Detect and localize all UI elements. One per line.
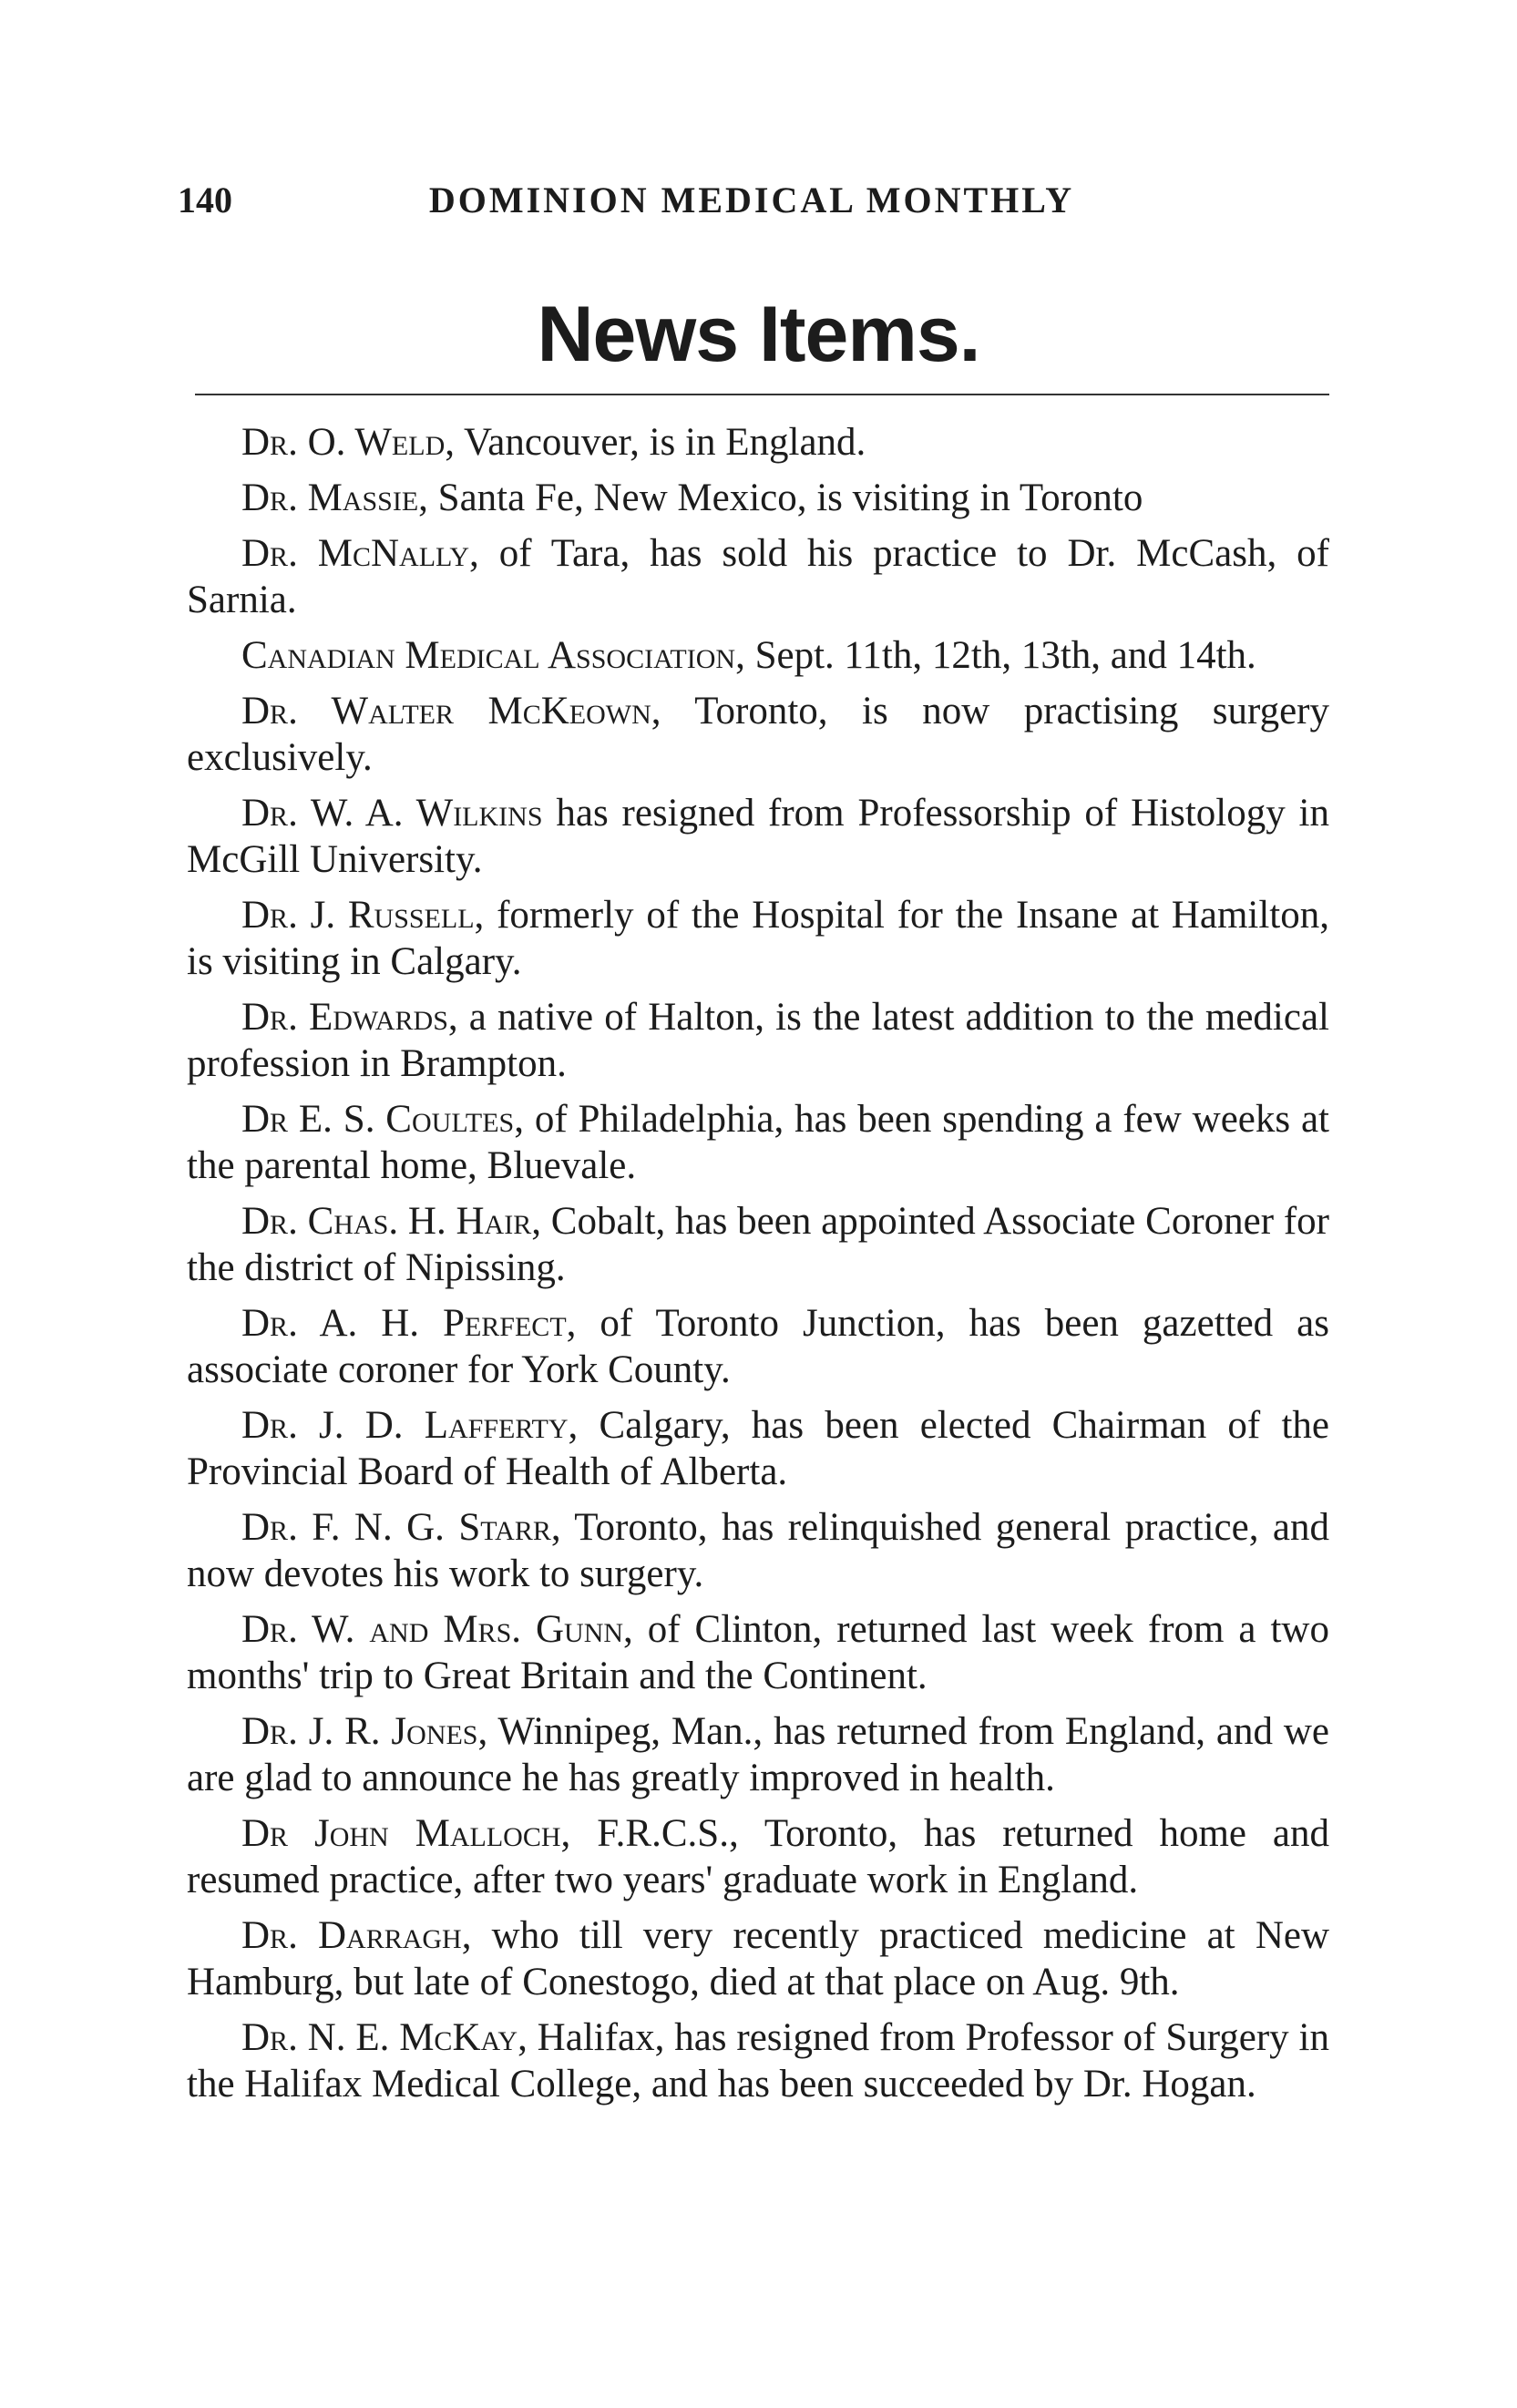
news-item-text: Winnipeg, Man., has returned from England, and we are glad to announce he has greatly improved in health. [187, 1710, 1329, 1799]
news-item-text: of Toronto Junction, has been gazetted as associate coroner for York County. [187, 1302, 1329, 1391]
news-item-text: who till very recently practiced medicine at New Hamburg, but late of Conestogo, died at that place on Aug. 9th. [187, 1914, 1330, 2003]
news-item-name: Canadian Medical Association, [241, 634, 745, 677]
news-item [187, 1504, 1329, 1597]
news-item-text: a native of Halton, is the latest addition to the medical profession in Brampton. [187, 996, 1329, 1085]
news-item [187, 892, 1329, 985]
news-item-name: Dr. J. Russell, [241, 894, 485, 937]
news-item [187, 530, 1329, 623]
news-item [187, 1402, 1329, 1495]
news-item-name: Dr. O. Weld, [241, 421, 455, 464]
news-item-text: Toronto, has relinquished general practice, and now devotes his work to surgery. [187, 1506, 1329, 1595]
news-item [187, 1300, 1329, 1393]
news-item-text: Sept. 11th, 12th, 13th, and 14th. [744, 634, 1256, 677]
news-item [187, 1708, 1329, 1801]
page-header [178, 179, 1326, 233]
news-item-name: Dr. W. A. Wilkins [241, 792, 543, 835]
news-item [187, 2014, 1329, 2107]
news-item-name: Dr. J. R. Jones, [241, 1710, 488, 1753]
news-items-list [187, 419, 1329, 2116]
news-item-name: Dr. Edwards, [241, 996, 458, 1039]
news-item-text: of Philadelphia, has been spending a few weeks at the parental home, Bluevale. [187, 1098, 1329, 1187]
news-item [187, 1198, 1329, 1291]
section-title: News Items. [537, 291, 980, 378]
news-item-name: Dr. W. and Mrs. Gunn, [241, 1608, 633, 1651]
news-item-text: Toronto, is now practising surgery exclusively. [187, 690, 1329, 779]
news-item [187, 475, 1329, 521]
news-item-name: Dr. A. H. Perfect, [241, 1302, 577, 1345]
news-item [187, 688, 1329, 781]
news-item-text: of Tara, has sold his practice to Dr. McCash, of Sarnia. [187, 532, 1329, 621]
news-item-text: of Clinton, returned last week from a two months' trip to Great Britain and the Continent. [187, 1608, 1329, 1697]
news-item-name: Dr. Walter McKeown, [241, 690, 661, 733]
news-item-text: formerly of the Hospital for the Insane at Hamilton, is visiting in Calgary. [187, 894, 1329, 983]
news-item [187, 1606, 1329, 1699]
news-item-text: Cobalt, has been appointed Associate Coroner for the district of Nipissing. [187, 1200, 1329, 1289]
news-item-name: Dr. F. N. G. Starr, [241, 1506, 561, 1549]
news-item-text: F.R.C.S., Toronto, has returned home and resumed practice, after two years' graduate work in England. [187, 1812, 1329, 1901]
page-number: 140 [178, 179, 232, 220]
news-item [187, 790, 1329, 883]
news-item-name: Dr. Chas. H. Hair, [241, 1200, 541, 1243]
news-item [187, 632, 1329, 679]
news-item-text: Calgary, has been elected Chairman of the Provincial Board of Health of Alberta. [187, 1404, 1329, 1493]
news-item-name: Dr. J. D. Lafferty, [241, 1404, 579, 1447]
news-item-name: Dr E. S. Coultes, [241, 1098, 524, 1141]
news-item-text: Vancouver, is in England. [455, 421, 866, 464]
news-item-text: Halifax, has resigned from Professor of Surgery in the Halifax Medical College, and has been succeeded by Dr. Hogan. [187, 2016, 1329, 2106]
news-item [187, 419, 1329, 466]
news-item [187, 1096, 1329, 1189]
news-item-name: Dr John Malloch, [241, 1812, 571, 1855]
news-item [187, 1912, 1329, 2005]
news-item-name: Dr. N. E. McKay, [241, 2016, 528, 2059]
running-head: DOMINION MEDICAL MONTHLY [428, 179, 1075, 220]
news-item [187, 1810, 1329, 1903]
title-rule [195, 394, 1329, 395]
news-item-text: Santa Fe, New Mexico, is visiting in Toronto [427, 476, 1143, 519]
news-item-name: Dr. Massie, [241, 476, 428, 519]
news-item-text: has resigned from Professorship of Histology in McGill University. [187, 792, 1329, 881]
news-item [187, 994, 1329, 1087]
news-item-name: Dr. Darragh, [241, 1914, 472, 1957]
news-item-name: Dr. McNally, [241, 532, 479, 575]
